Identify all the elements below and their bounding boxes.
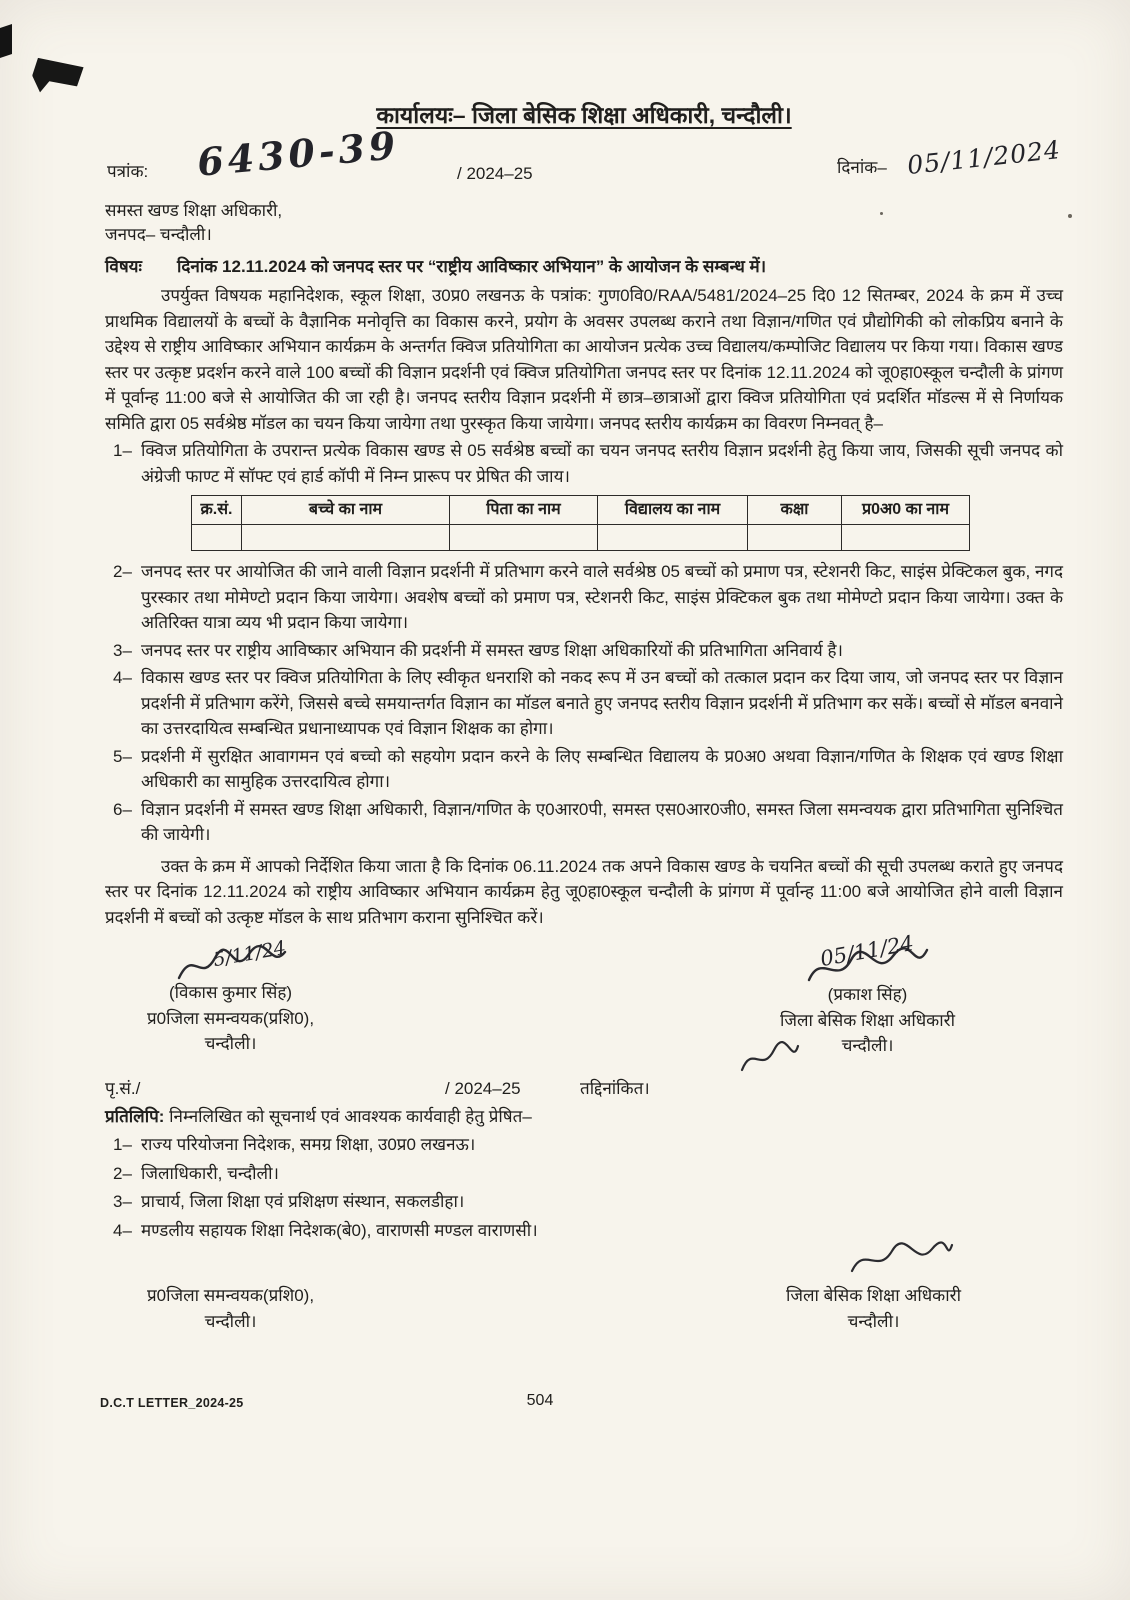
table-empty-cell bbox=[748, 525, 842, 551]
endorsement-ref-label: पृ.सं./ bbox=[105, 1079, 141, 1099]
copy-item-text: प्राचार्य, जिला शिक्षा एवं प्रशिक्षण संस्थान, सकलडीहा। bbox=[141, 1192, 465, 1212]
reference-line bbox=[105, 121, 1063, 199]
signer-name: (विकास कुमार सिंह) bbox=[168, 983, 293, 1003]
table-header-child-name: बच्चे का नाम bbox=[242, 496, 450, 525]
signature-scribble-icon bbox=[734, 1038, 804, 1078]
footer-doc-label: D.C.T LETTER_2024-25 bbox=[100, 1396, 244, 1410]
point-text: जनपद स्तर पर राष्ट्रीय आविष्कार अभियान की प्रदर्शनी में समस्त खण्ड शिक्षा अधिकारियों की प्रतिभागिता अनिवार्य है। bbox=[141, 640, 843, 660]
page-footer bbox=[0, 1392, 1130, 1416]
signer-title: जिला बेसिक शिक्षा अधिकारी bbox=[780, 1010, 955, 1030]
copy-item-text: राज्य परियोजना निदेशक, समग्र शिक्षा, उ0प्र0 लखनऊ। bbox=[141, 1135, 476, 1155]
table-header-father-name: पिता का नाम bbox=[450, 496, 598, 525]
scan-speck bbox=[1068, 214, 1072, 218]
scan-artifact-edge bbox=[0, 24, 12, 58]
copy-item-text: मण्डलीय सहायक शिक्षा निदेशक(बे0), वाराणसी मण्डल वाराणसी। bbox=[141, 1220, 538, 1240]
point-number: 5– bbox=[113, 746, 132, 766]
point-item bbox=[105, 744, 1063, 795]
point-text: जनपद स्तर पर आयोजित की जाने वाली विज्ञान प्रदर्शनी में प्रतिभाग करने वाले सर्वश्रेष्ठ 05 बच्चों को प्रमाण पत्र, स्टेशनरी किट, साइंस प्रेक्टिकल बुक, नगद पुरस्कार तथा मोमेण्टो प्रदान किया जायेगा। अवशेष बच्चों को प्रमाण पत्र, स्टेशनरी किट, साइंस प्रेक्टिकल बुक तथा मोमेण्टो प्रदान किया जायेगा। उक्त के अतिरिक्त यात्रा व्यय भी प्रदान किया जायेगा। bbox=[141, 562, 1063, 633]
bottom-signature-coordinator bbox=[147, 1283, 314, 1334]
table-header-school-name: विद्यालय का नाम bbox=[598, 496, 748, 525]
date-handwritten: 05/11/2024 bbox=[905, 134, 1063, 180]
addressee-block bbox=[105, 199, 1063, 248]
point-number: 2– bbox=[113, 562, 132, 582]
copy-item bbox=[105, 1132, 1063, 1158]
signer-place: चन्दौली। bbox=[204, 1311, 257, 1331]
closing-paragraph: उक्त के क्रम में आपको निर्देशित किया जाता है कि दिनांक 06.11.2024 तक अपने विकास खण्ड के चयनित बच्चों की सूची उपलब्ध कराते हुए जनपद स्तर पर दिनांक 12.11.2024 को राष्ट्रीय आविष्कार अभियान कार्यक्रम हेतु जू0हा0स्कूल चन्दौली के प्रांगण में पूर्वान्ह 11:00 बजे आयोजित होने वाली विज्ञान प्रदर्शनी में बच्चों को उत्कृष्ट मॉडल के साथ प्रतिभाग कराना सुनिश्चित करें। bbox=[105, 856, 1063, 927]
table-empty-row bbox=[192, 525, 970, 551]
addressee-line: समस्त खण्ड शिक्षा अधिकारी, bbox=[105, 200, 283, 220]
copy-item bbox=[105, 1161, 1063, 1187]
signature-area bbox=[105, 931, 1063, 1072]
signer-place: चन्दौली। bbox=[847, 1311, 900, 1331]
copy-item bbox=[105, 1189, 1063, 1215]
copy-item-number: 3– bbox=[113, 1192, 132, 1212]
table-header-serial: क्र.सं. bbox=[192, 496, 242, 525]
point-item bbox=[105, 797, 1063, 848]
signature-date-handwritten: 5/11/24 bbox=[211, 937, 288, 972]
signer-title: जिला बेसिक शिक्षा अधिकारी bbox=[786, 1286, 961, 1306]
copy-item-number: 1– bbox=[113, 1135, 132, 1155]
scan-artifact-wedge bbox=[29, 49, 87, 95]
copy-item-number: 2– bbox=[113, 1163, 132, 1183]
point-text: प्रदर्शनी में सुरक्षित आवागमन एवं बच्चो को सहयोग प्रदान करने के लिए सम्बन्धित विद्यालय के प्र0अ0 अथवा विज्ञान/गणित के शिक्षक एवं खण्ड शिक्षा अधिकारी का सामुहिक उत्तरदायित्व होगा। bbox=[141, 746, 1063, 792]
copy-heading-text: निम्नलिखित को सूचनार्थ एवं आवश्यक कार्यवाही हेतु प्रेषित– bbox=[169, 1106, 532, 1126]
endorsement-line bbox=[105, 1076, 1063, 1102]
endorsement-note: तद्दिनांकित। bbox=[580, 1079, 650, 1099]
ref-label: पत्रांक: bbox=[107, 161, 149, 181]
point-item bbox=[105, 438, 1063, 489]
ref-year: / 2024–25 bbox=[457, 163, 533, 183]
point-text: क्विज प्रतियोगिता के उपरान्त प्रत्येक विकास खण्ड से 05 सर्वश्रेष्ठ बच्चों का चयन जनपद स्तरीय विज्ञान प्रदर्शनी हेतु किया जाय, जिसकी सूची जनपद को अंग्रेजी फाण्ट में सॉफ्ट एवं हार्ड कॉपी में निम्न प्रारूप पर प्रेषित की जाय। bbox=[141, 441, 1063, 486]
point-text: विकास खण्ड स्तर पर क्विज प्रतियोगिता के लिए स्वीकृत धनराशि को नकद रूप में उन बच्चों को तत्काल प्रदान कर दिया जाय, जो जनपद स्तर पर विज्ञान प्रदर्शनी में प्रतिभाग करेंगे, जिससे बच्चे समयान्तर्गत विज्ञान का मॉडल बनाते हुए जनपद स्तरीय विज्ञान प्रदर्शनी में प्रतिभाग कर सकें। बच्चों से मॉडल बनवाने का उत्तरदायित्व सम्बन्धित प्रधानाध्यापक एवं विज्ञान शिक्षक का होगा। bbox=[141, 668, 1063, 739]
point-number: 1– bbox=[113, 441, 132, 461]
date-label: दिनांक– bbox=[837, 157, 887, 177]
copy-item-number: 4– bbox=[113, 1220, 132, 1240]
copy-list bbox=[105, 1132, 1063, 1243]
copy-item-text: जिलाधिकारी, चन्दौली। bbox=[141, 1163, 279, 1183]
addressee-line: जनपद– चन्दौली। bbox=[105, 225, 212, 245]
table-header-row bbox=[192, 496, 970, 525]
student-format-table bbox=[191, 495, 970, 551]
table-header-class: कक्षा bbox=[748, 496, 842, 525]
subject-line bbox=[105, 254, 1063, 280]
table-header-teacher-name: प्र0अ0 का नाम bbox=[842, 496, 970, 525]
intro-paragraph: उपर्युक्त विषयक महानिदेशक, स्कूल शिक्षा, उ0प्र0 लखनऊ के पत्रांक: गुण0वि0/RAA/5481/2024–25 दि0 12 सितम्बर, 2024 के क्रम में उच्च प्राथमिक विद्यालयों के बच्चों के वैज्ञानिक मनोवृत्ति का विकास करने, प्रयोग के अवसर उपलब्ध कराने तथा विज्ञान/गणित एवं प्रौद्योगिकी को लोकप्रिय बनाने के उद्देश्य से राष्ट्रीय आविष्कार अभियान कार्यक्रम के अन्तर्गत क्विज प्रतियोगिता का आयोजन प्रत्येक उच्च विद्यालय/कम्पोजिट विद्यालय पर किया गया। विकास खण्ड स्तर पर उत्कृष्ट प्रदर्शन करने वाले 100 बच्चों की विज्ञान प्रदर्शनी एवं क्विज प्रतियोगिता जनपद स्तर पर दिनांक 12.11.2024 को जू0हा0स्कूल चन्दौली के प्रांगण में पूर्वान्ह 11:00 बजे से आयोजित की जा रही है। जनपद स्तरीय विज्ञान प्रदर्शनी में छात्र–छात्राओं द्वारा क्विज प्रतियोगिता एवं प्रदर्शित मॉडल्स में से निर्णायक समिति द्वारा 05 सर्वश्रेष्ठ मॉडल का चयन किया जायेगा तथा पुरस्कृत किया जायेगा। जनपद स्तरीय कार्यक्रम का विवरण निम्नवत् है– bbox=[105, 286, 1063, 433]
point-item bbox=[105, 665, 1063, 742]
point-number: 3– bbox=[113, 640, 132, 660]
endorsement-year: / 2024–25 bbox=[445, 1079, 521, 1099]
subject-text: दिनांक 12.11.2024 को जनपद स्तर पर “राष्ट्रीय आविष्कार अभियान” के आयोजन के सम्बन्ध में। bbox=[177, 256, 767, 276]
signature-block-officer bbox=[780, 931, 955, 1072]
signature-block-coordinator bbox=[147, 937, 315, 1072]
signer-place: चन्दौली। bbox=[204, 1034, 257, 1054]
bottom-signature-officer bbox=[786, 1283, 961, 1334]
point-number: 4– bbox=[113, 668, 132, 688]
point-item bbox=[105, 559, 1063, 636]
points-list bbox=[105, 438, 1063, 848]
point-item bbox=[105, 638, 1063, 664]
table-empty-cell bbox=[598, 525, 748, 551]
copy-heading bbox=[105, 1104, 1063, 1130]
table-empty-cell bbox=[842, 525, 970, 551]
signer-title: प्र0जिला समन्वयक(प्रशि0), bbox=[147, 1008, 315, 1028]
signer-place: चन्दौली। bbox=[841, 1036, 894, 1056]
point-text: विज्ञान प्रदर्शनी में समस्त खण्ड शिक्षा अधिकारी, विज्ञान/गणित के ए0आर0पी, समस्त एस0आर0जी0, समस्त जिला समन्वयक द्वारा प्रतिभागिता सुनिश्चित की जायेगी। bbox=[141, 799, 1063, 845]
table-empty-cell bbox=[242, 525, 450, 551]
letter-body bbox=[105, 98, 1063, 1334]
office-title: कार्यालयः– जिला बेसिक शिक्षा अधिकारी, चन्दौली। bbox=[376, 102, 792, 128]
page-number: 504 bbox=[526, 1392, 554, 1409]
point-number: 6– bbox=[113, 799, 132, 819]
bottom-signature-area bbox=[105, 1283, 1063, 1334]
copy-label: प्रतिलिपि: bbox=[105, 1106, 165, 1126]
signature-date-handwritten: 05/11/24 bbox=[818, 931, 916, 972]
subject-label: विषयः bbox=[105, 256, 142, 276]
signature-scribble-icon bbox=[846, 1239, 956, 1279]
signer-title: प्र0जिला समन्वयक(प्रशि0), bbox=[147, 1286, 315, 1306]
table-empty-cell bbox=[192, 525, 242, 551]
table-empty-cell bbox=[450, 525, 598, 551]
signer-name: (प्रकाश सिंह) bbox=[827, 985, 908, 1005]
ref-number-handwritten: 6430-39 bbox=[195, 121, 401, 185]
